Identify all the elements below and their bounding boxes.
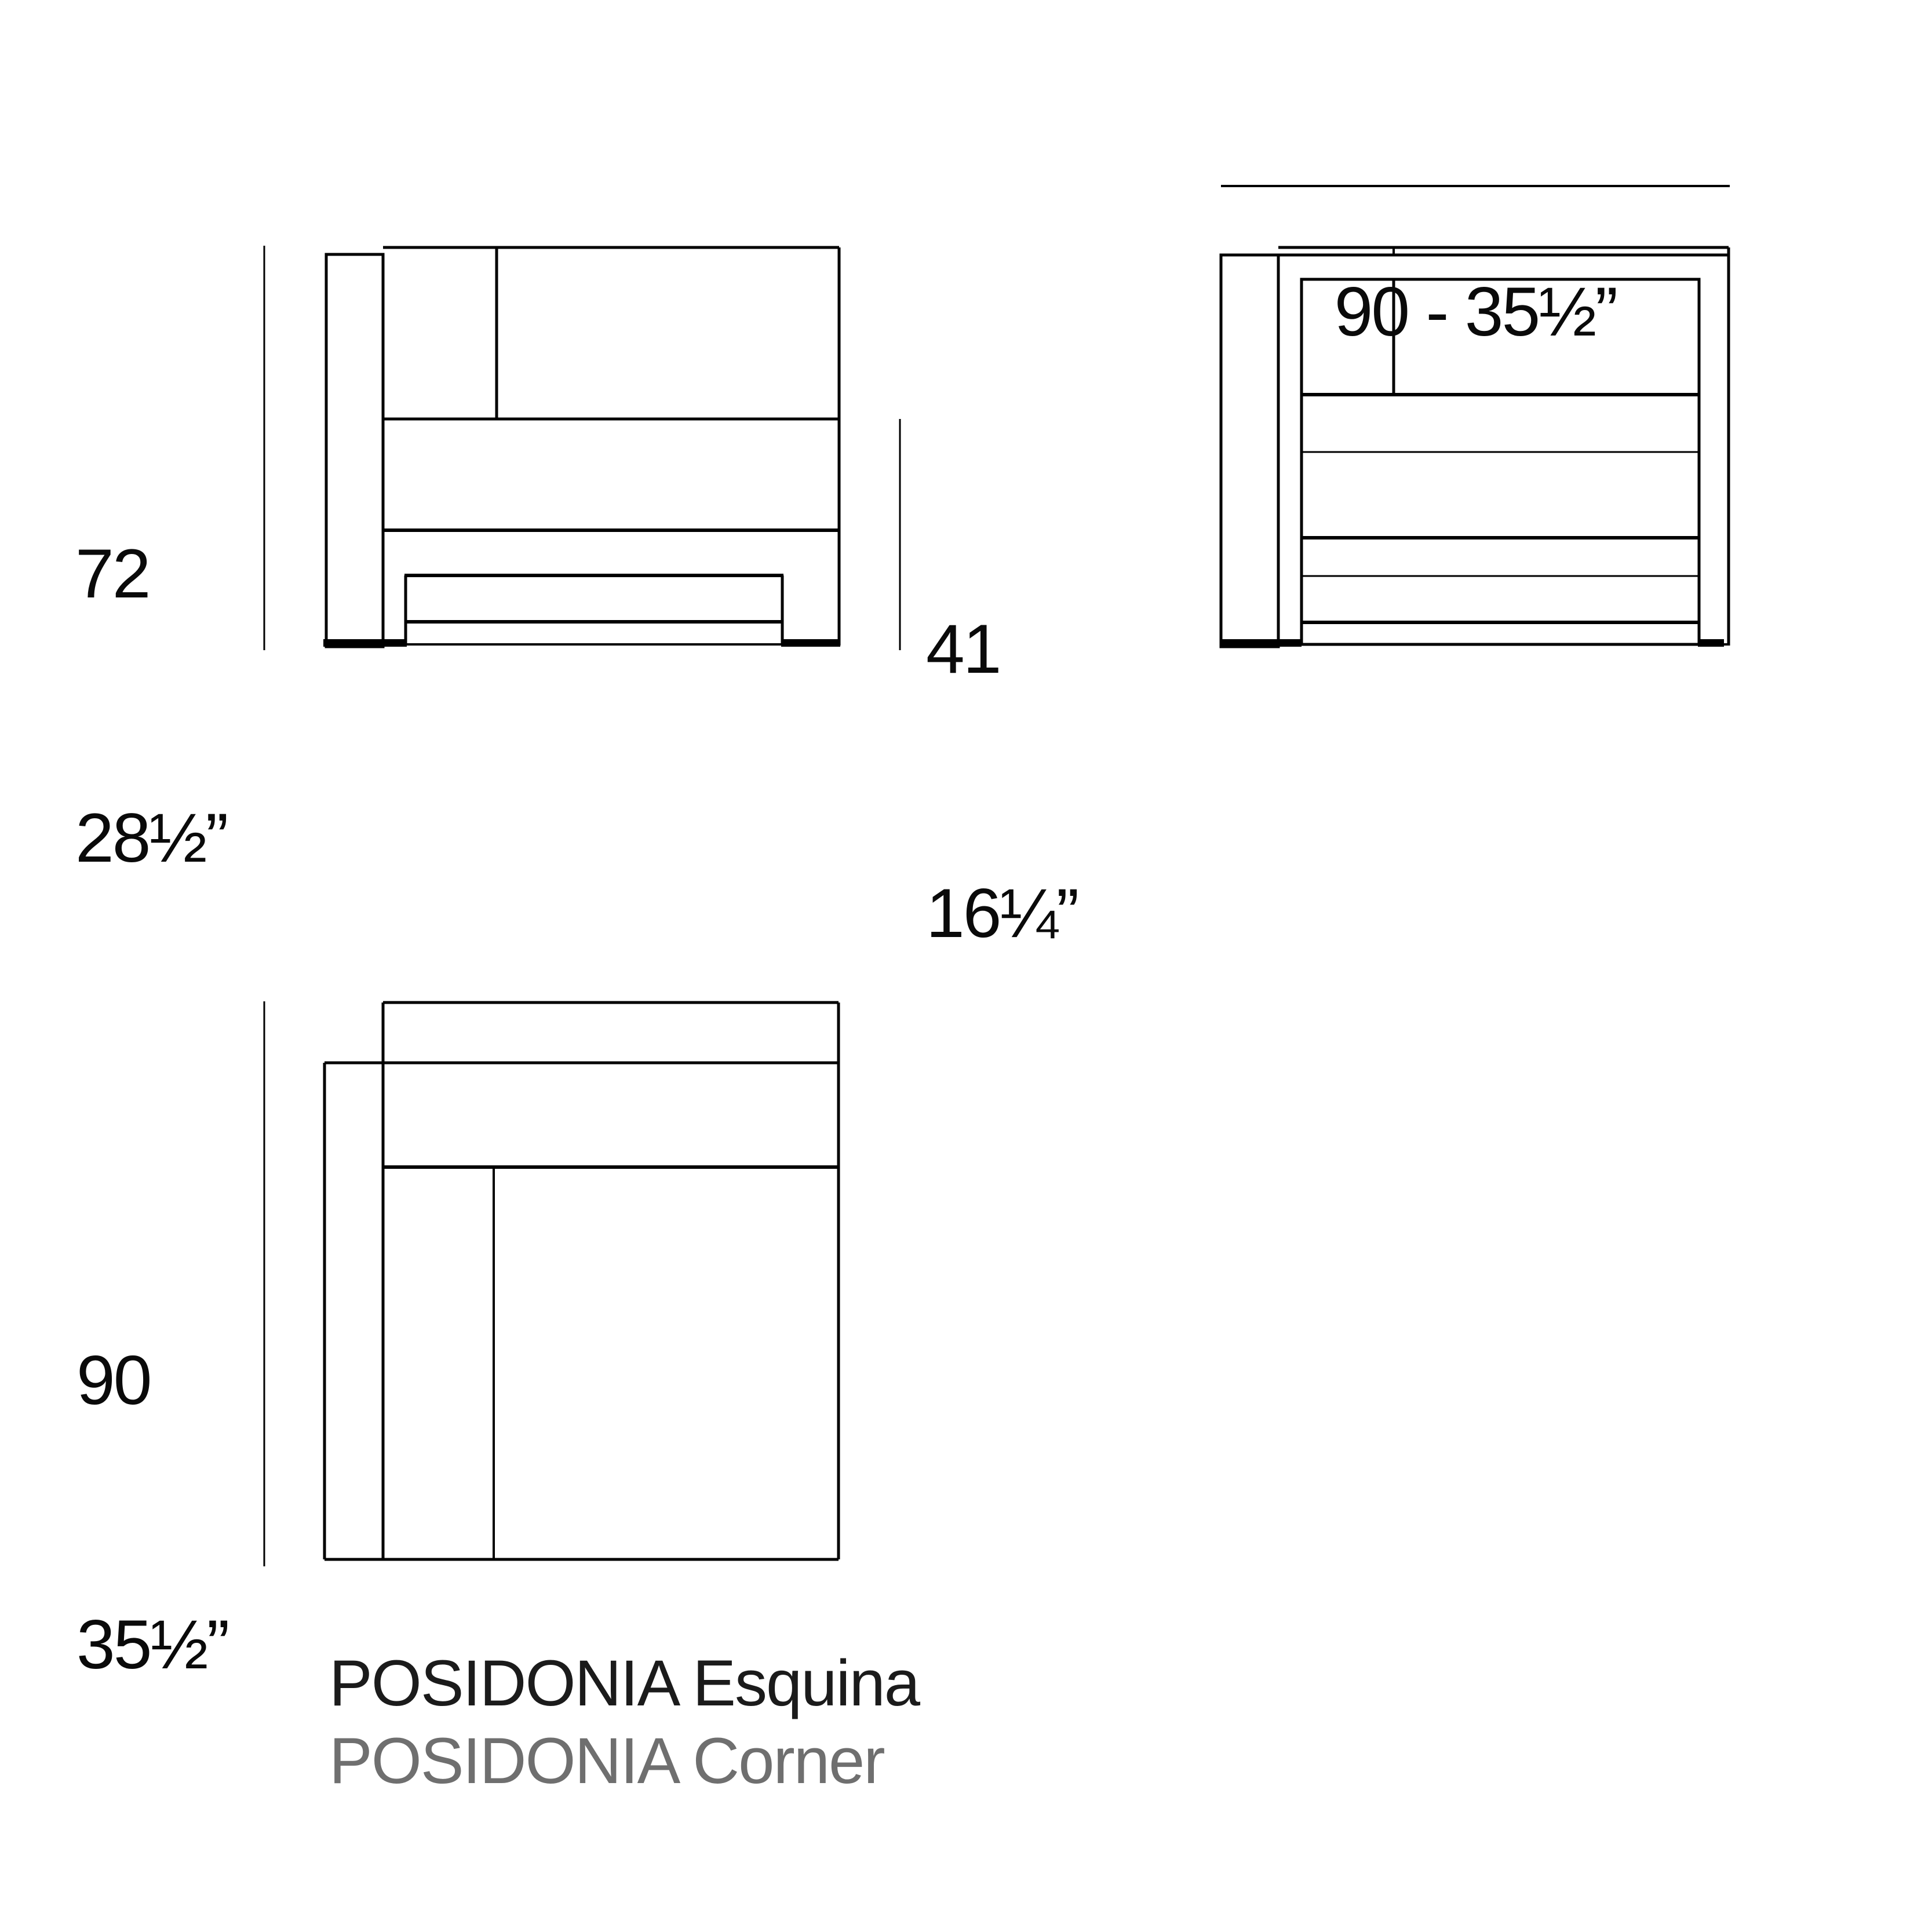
plan-view-drawing — [264, 1001, 839, 1566]
overall-depth-inches: 35½” — [76, 1606, 228, 1683]
front-right-foot — [1698, 639, 1724, 647]
side-view-drawing — [264, 246, 900, 650]
product-caption — [329, 1645, 919, 1800]
seat-height-label — [926, 429, 1078, 1133]
product-name-spanish: POSIDONIA Esquina — [329, 1647, 920, 1719]
seat-height-cm: 41 — [926, 610, 1000, 688]
overall-height-label — [75, 353, 227, 1058]
overall-depth-label — [76, 1160, 228, 1865]
side-armrest-panel — [326, 254, 383, 647]
overall-depth-cm: 90 — [76, 1342, 151, 1419]
side-right-foot — [781, 639, 840, 647]
overall-height-cm: 72 — [75, 535, 150, 613]
overall-width-label — [1221, 92, 1730, 532]
front-left-foot — [1221, 639, 1302, 647]
overall-height-inches: 28½” — [75, 799, 227, 877]
product-name-english: POSIDONIA Corner — [329, 1725, 884, 1797]
overall-width-value: 90 - 35½” — [1334, 273, 1617, 351]
seat-height-inches: 16¼” — [926, 874, 1078, 952]
side-left-foot — [323, 639, 407, 647]
